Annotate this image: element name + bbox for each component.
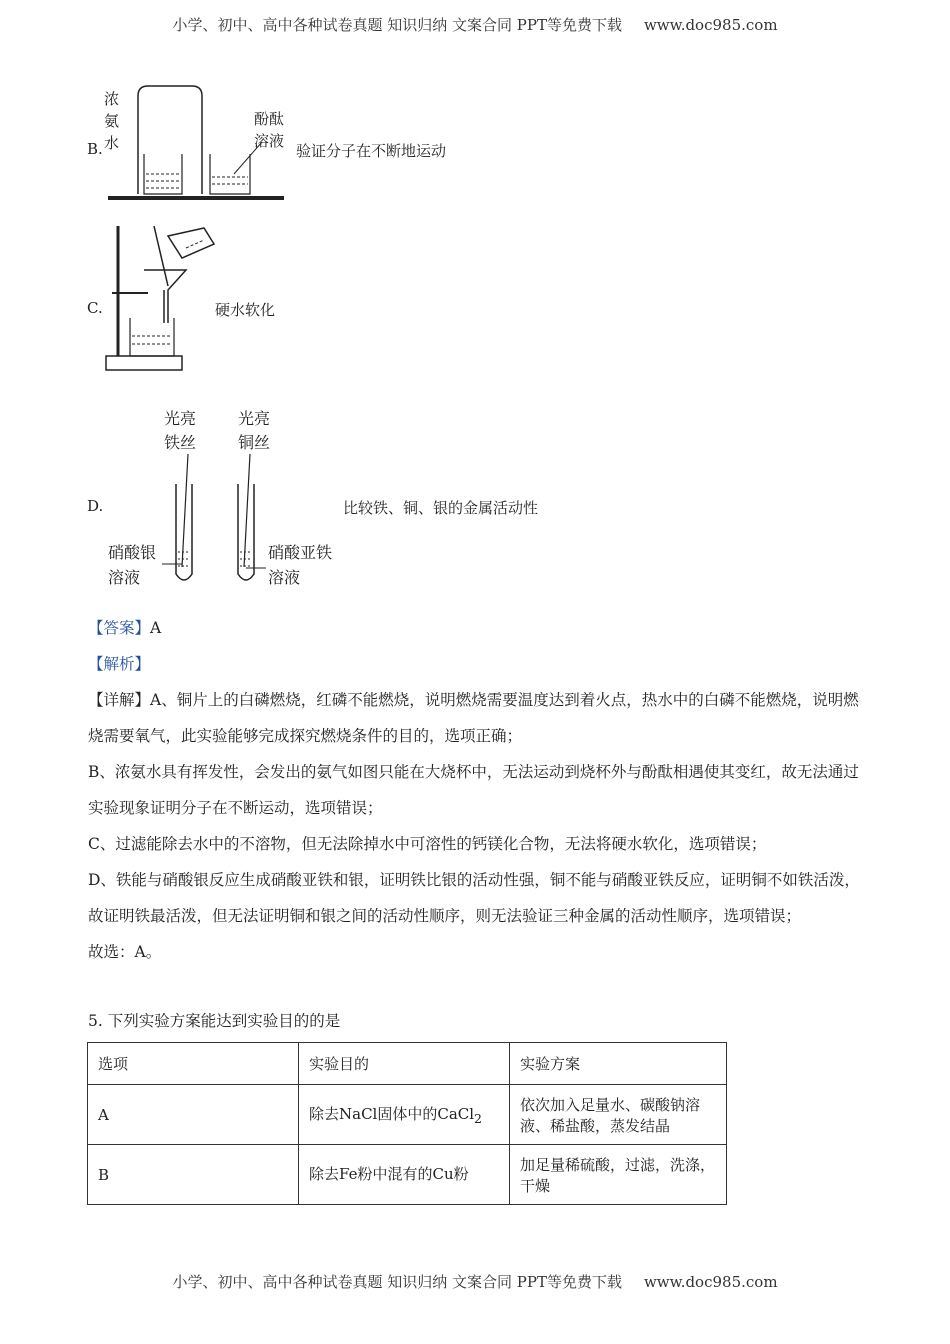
answer-value: A [150, 619, 162, 637]
footer-url[interactable]: www.doc985.com [643, 1273, 778, 1291]
detail-para-d: D、铁能与硝酸银反应生成硝酸亚铁和银，证明铁比银的活动性强，铜不能与硝酸亚铁反应，证明铜不如铁活泼，故证明铁最活泼，但无法证明铜和银之间的活动性顺序，则无法验证三种金属的活动性顺序，选项错误； [88, 871, 860, 925]
stand-base [106, 356, 182, 370]
option-c-figure [104, 218, 224, 376]
header-option: 选项 [88, 1043, 299, 1085]
label-phenol-1: 酚酞 [254, 110, 285, 128]
header-text: 小学、初中、高中各种试卷真题 知识归纳 文案合同 PPT等免费下载 [172, 16, 622, 34]
wire2-line2: 铜丝 [238, 433, 271, 452]
row-b-purpose: 除去Fe粉中混有的Cu粉 [299, 1145, 510, 1205]
header-purpose: 实验目的 [299, 1043, 510, 1085]
row-b-plan: 加足量稀硫酸，过滤，洗涤，干燥 [510, 1145, 727, 1205]
wire1-line1: 光亮 [164, 409, 197, 428]
glass-rod [154, 226, 168, 286]
footer-text: 小学、初中、高中各种试卷真题 知识归纳 文案合同 PPT等免费下载 [172, 1273, 622, 1291]
option-b-figure [104, 84, 304, 204]
solution2-line1: 硝酸亚铁 [268, 543, 333, 562]
wire1-line2: 铁丝 [164, 433, 197, 452]
solution1-line1: 硝酸银 [108, 543, 157, 562]
row-a-purpose: 除去NaCl固体中的CaCl$_2$ [299, 1085, 510, 1145]
header-url[interactable]: www.doc985.com [643, 16, 778, 34]
option-c-desc: 硬水软化 [215, 301, 276, 319]
page-header [0, 14, 950, 35]
question5-stem: 5. 下列实验方案能达到实验目的的是 [88, 1012, 341, 1030]
big-beaker [138, 86, 202, 194]
table-row [88, 1145, 727, 1205]
label-shui: 水 [104, 134, 120, 152]
label-an: 氨 [104, 112, 120, 130]
option-b-letter: B. [87, 140, 103, 158]
detail-block [88, 682, 868, 970]
question5-table [87, 1042, 727, 1205]
row-a-option: A [88, 1085, 299, 1145]
copper-wire [244, 454, 250, 567]
detail-para-a: 【详解】A、铜片上的白磷燃烧，红磷不能燃烧，说明燃烧需要温度达到着火点，热水中的白磷不能燃烧，说明燃烧需要氧气，此实验能够完成探究燃烧条件的目的，选项正确； [88, 691, 859, 745]
pouring-beaker [168, 228, 214, 258]
option-d-desc: 比较铁、铜、银的金属活动性 [343, 499, 539, 517]
label-nong: 浓 [104, 90, 120, 108]
header-plan: 实验方案 [510, 1043, 727, 1085]
iron-wire [182, 454, 188, 567]
option-b-desc: 验证分子在不断地运动 [296, 142, 447, 160]
answer-line [88, 610, 868, 646]
option-c-letter: C. [87, 299, 103, 317]
solution2-line2: 溶液 [268, 568, 301, 587]
analysis-line [88, 646, 868, 682]
solution1-line2: 溶液 [108, 568, 141, 587]
option-d-figure [104, 402, 344, 592]
table-header-row [88, 1043, 727, 1085]
row-a-plan: 依次加入足量水、碳酸钠溶液、稀盐酸，蒸发结晶 [510, 1085, 727, 1145]
receiving-beaker [130, 318, 174, 356]
detail-tag: 【详解】 [88, 691, 151, 709]
funnel [144, 270, 186, 323]
option-d-letter: D. [87, 497, 104, 515]
row-b-option: B [88, 1145, 299, 1205]
analysis-tag: 【解析】 [88, 655, 151, 673]
answer-tag: 【答案】 [88, 619, 151, 637]
small-beaker-right [210, 154, 250, 194]
detail-para-c: C、过滤能除去水中的不溶物，但无法除掉水中可溶性的钙镁化合物，无法将硬水软化，选项错误； [88, 835, 767, 853]
page-footer [0, 1271, 950, 1292]
label-phenol-2: 溶液 [254, 132, 285, 150]
detail-para-b: B、浓氨水具有挥发性，会发出的氨气如图只能在大烧杯中，无法运动到烧杯外与酚酞相遇使其变红，故无法通过实验现象证明分子在不断运动，选项错误； [88, 763, 859, 817]
wire2-line1: 光亮 [238, 409, 271, 428]
detail-conclusion: 故选：A。 [88, 943, 162, 961]
table-row [88, 1085, 727, 1145]
